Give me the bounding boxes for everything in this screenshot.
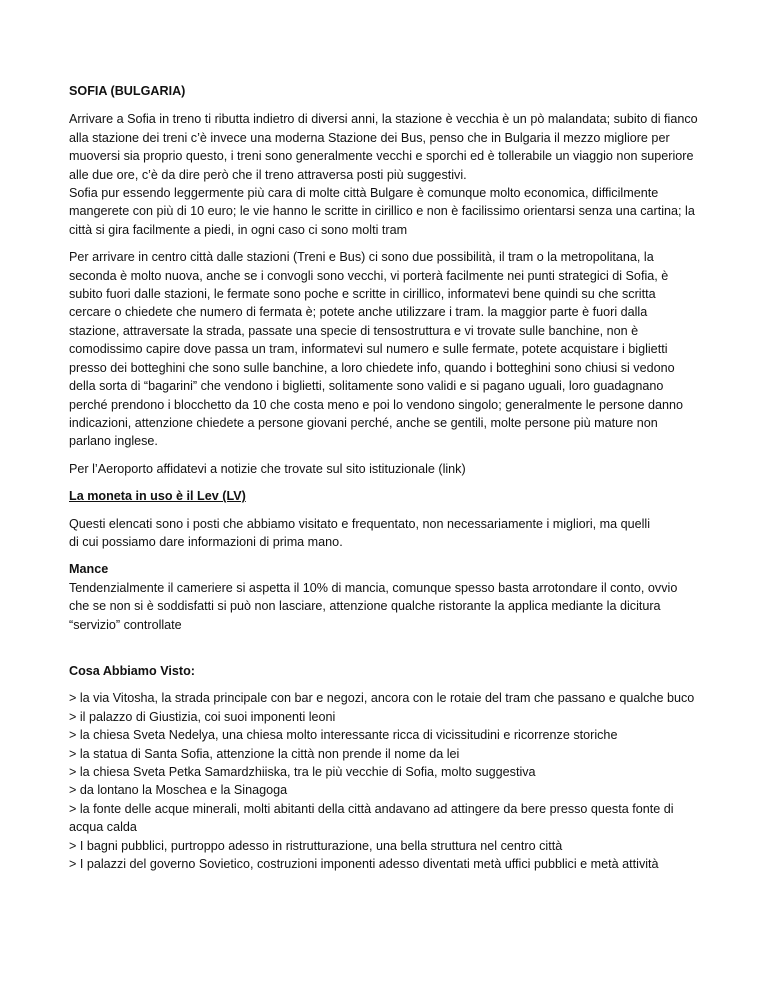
places-note-paragraph [69,515,701,552]
document-page [69,82,701,882]
seen-heading: Cosa Abbiamo Visto: [69,663,195,678]
tips-text: Tendenzialmente il cameriere si aspetta il 10% di mancia, comunque spesso basta arrotondare il conto, ovvio che se non si è soddisfatti si può non lasciare, attenzione qualche ristorante la applica mediante la dicitura “servizio” controllate [69,580,678,632]
list-item: > la statua di Santa Sofia, attenzione la città non prende il nome da lei [69,746,460,761]
places-note-line-2: di cui possiamo dare informazioni di prima mano. [69,534,343,549]
list-item: > la fonte delle acque minerali, molti abitanti della città andavano ad attingere da bere presso questa fonte di acqua calda [69,801,674,835]
intro-paragraph [69,110,701,239]
seen-list [69,689,701,873]
places-note-line-1: Questi elencati sono i posti che abbiamo visitato e frequentato, non necessariamente i migliori, ma quelli [69,516,651,531]
list-item: > da lontano la Moschea e la Sinagoga [69,783,288,798]
list-item: > il palazzo di Giustizia, coi suoi imponenti leoni [69,709,336,724]
tips-section [69,560,701,634]
intro-text-prices: Sofia pur essendo leggermente più cara di molte città Bulgare è comunque molto economica, difficilmente mangerete con più di 10 euro; le vie hanno le scritte in cirillico e non è facilissimo orientarsi senza una cartina; la città si gira facilmente a piedi, in ogni caso ci sono molti tram [69,186,695,237]
list-item: > la via Vitosha, la strada principale con bar e negozi, ancora con le rotaie del tram che passano e qualche buco [69,691,695,706]
transport-paragraph: Per arrivare in centro città dalle stazioni (Treni e Bus) ci sono due possibilità, il tram o la metropolitana, la seconda è molto nuova, anche se i convogli sono vecchi, vi porterà facilmente nei punti strategici di Sofia, è subito fuori dalle stazioni, le fermate sono poche e scritte in cirillico, informatevi bene quindi su che scritta cercare o chiedete che numero di fermata è; potete anche utilizzare i tram. la maggior parte è fuori dalla stazione, attraversate la strada, passate una specie di tensostruttura e vi trovate sulle banchine, non è comodissimo capire dove passa un tram, informatevi sul numero e sulle fermate, potete acquistare i biglietti presso dei botteghini che sono sulle banchine, a loro chiedete info, quando i botteghini sono chiusi si vedono della sorta di “bagarini” che vendono i biglietti, solitamente sono validi e si pagano uguali, loro guadagnano perché prendono i blocchetto da 10 che costa meno e poi lo vendono singolo; generalmente le persone danno indicazioni, attenzione chiedete a persone giovani perché, anche se gentili, molte persone più mature non parlano inglese. [69,250,684,449]
list-item: > la chiesa Sveta Petka Samardzhiiska, tra le più vecchie di Sofia, molto suggestiva [69,765,536,779]
tips-heading: Mance [69,562,109,577]
airport-paragraph: Per l’Aeroporto affidatevi a notizie che trovate sul sito istituzionale (link) [69,461,466,476]
document-title: SOFIA (BULGARIA) [69,84,186,98]
list-item: > la chiesa Sveta Nedelya, una chiesa molto interessante ricca di vicissitudini e ricorrenze storiche [69,728,618,743]
intro-text-train: Arrivare a Sofia in treno ti ributta indietro di diversi anni, la stazione è vecchia è un pò malandata; subito di fianco alla stazione dei treni c’è invece una moderna Stazione dei Bus, penso che in Bulgaria il mezzo migliore per muoversi sia proprio questo, i treni sono generalmente vecchi e sporchi ed è tollerabile un viaggio non superiore alle due ore, c’è da dire però che il treno attraversa posti più suggestivi. [69,112,698,182]
list-item: > I bagni pubblici, purtroppo adesso in ristrutturazione, una bella struttura nel centro città [69,838,563,853]
list-item: > I palazzi del governo Sovietico, costruzioni imponenti adesso diventati metà uffici pubblici e metà attività [69,857,659,872]
currency-heading: La moneta in uso è il Lev (LV) [69,489,246,504]
